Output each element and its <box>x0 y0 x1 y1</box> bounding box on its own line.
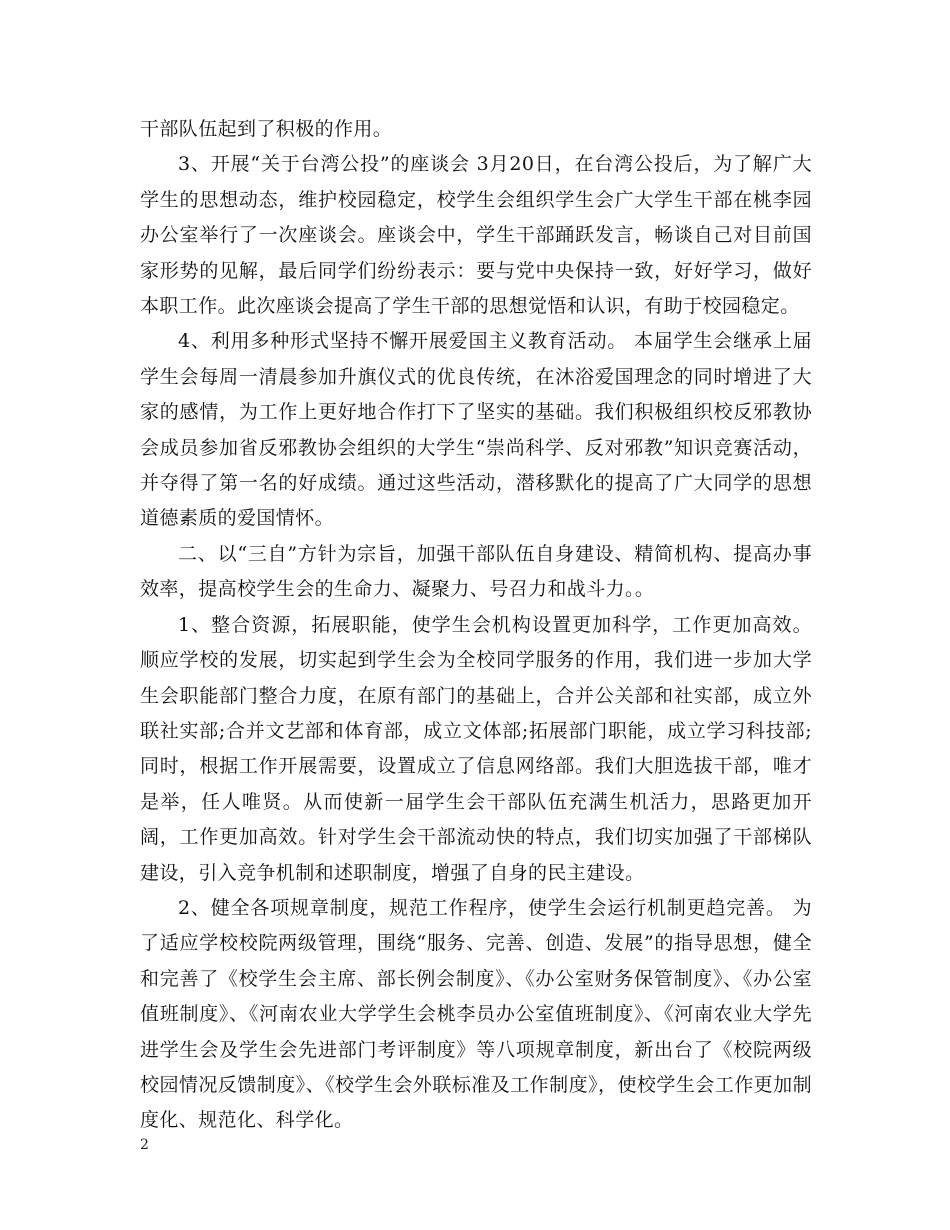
section-heading-2: 二、以“三自”方针为宗旨，加强干部队伍自身建设、精简机构、提高办事效率，提高校学生会的生命力、凝聚力、号召力和战斗力。。 <box>140 542 812 601</box>
paragraph-subitem-2: 2、健全各项规章制度，规范工作程序，使学生会运行机制更趋完善。 为了适应学校校院两级管理，围绕“服务、完善、创造、发展”的指导思想，健全和完善了《校学生会主席、部长例会制度》、《办公室财务保管制度》、《办公室值班制度》、《河南农业大学学生会桃李员办公室值班制度》、《河南农业大学先进学生会及学生会先进部门考评制度》等八项规章制度，新出台了《校院两级校园情况反馈制度》、《校学生会外联标准及工作制度》，使校学生会工作更加制度化、规范化、科学化。 <box>140 896 812 1132</box>
paragraph-item-3: 3、开展“关于台湾公投”的座谈会 3月20日，在台湾公投后，为了解广大学生的思想动态，维护校园稳定，校学生会组织学生会广大学生干部在桃李园办公室举行了一次座谈会。座谈会中，学生干部踊跃发言，畅谈自己对目前国家形势的见解，最后同学们纷纷表示：要与党中央保持一致，好好学习，做好本职工作。此次座谈会提高了学生干部的思想觉悟和认识，有助于校园稳定。 <box>140 153 812 318</box>
document-body <box>140 112 812 1139</box>
page-number: 2 <box>140 1137 149 1153</box>
paragraph-item-4: 4、利用多种形式坚持不懈开展爱国主义教育活动。 本届学生会继承上届学生会每周一清晨参加升旗仪式的优良传统，在沐浴爱国理念的同时增进了大家的感情，为工作上更好地合作打下了坚实的基础。我们积极组织校反邪教协会成员参加省反邪教协会组织的大学生“崇尚科学、反对邪教”知识竞赛活动，并夺得了第一名的好成绩。通过这些活动，潜移默化的提高了广大同学的思想道德素质的爱国情怀。 <box>140 330 812 530</box>
paragraph-continuation: 干部队伍起到了积极的作用。 <box>140 118 393 140</box>
paragraph-subitem-1: 1、整合资源，拓展职能，使学生会机构设置更加科学，工作更加高效。 顺应学校的发展，切实起到学生会为全校同学服务的作用，我们进一步加大学生会职能部门整合力度，在原有部门的基础上，合并公关部和社实部，成立外联社实部;合并文艺部和体育部，成立文体部;拓展部门职能，成立学习科技部;同时，根据工作开展需要，设置成立了信息网络部。我们大胆选拔干部，唯才是举，任人唯贤。从而使新一届学生会干部队伍充满生机活力，思路更加开阔，工作更加高效。针对学生会干部流动快的特点，我们切实加强了干部梯队建设，引入竞争机制和述职制度，增强了自身的民主建设。 <box>140 613 812 884</box>
